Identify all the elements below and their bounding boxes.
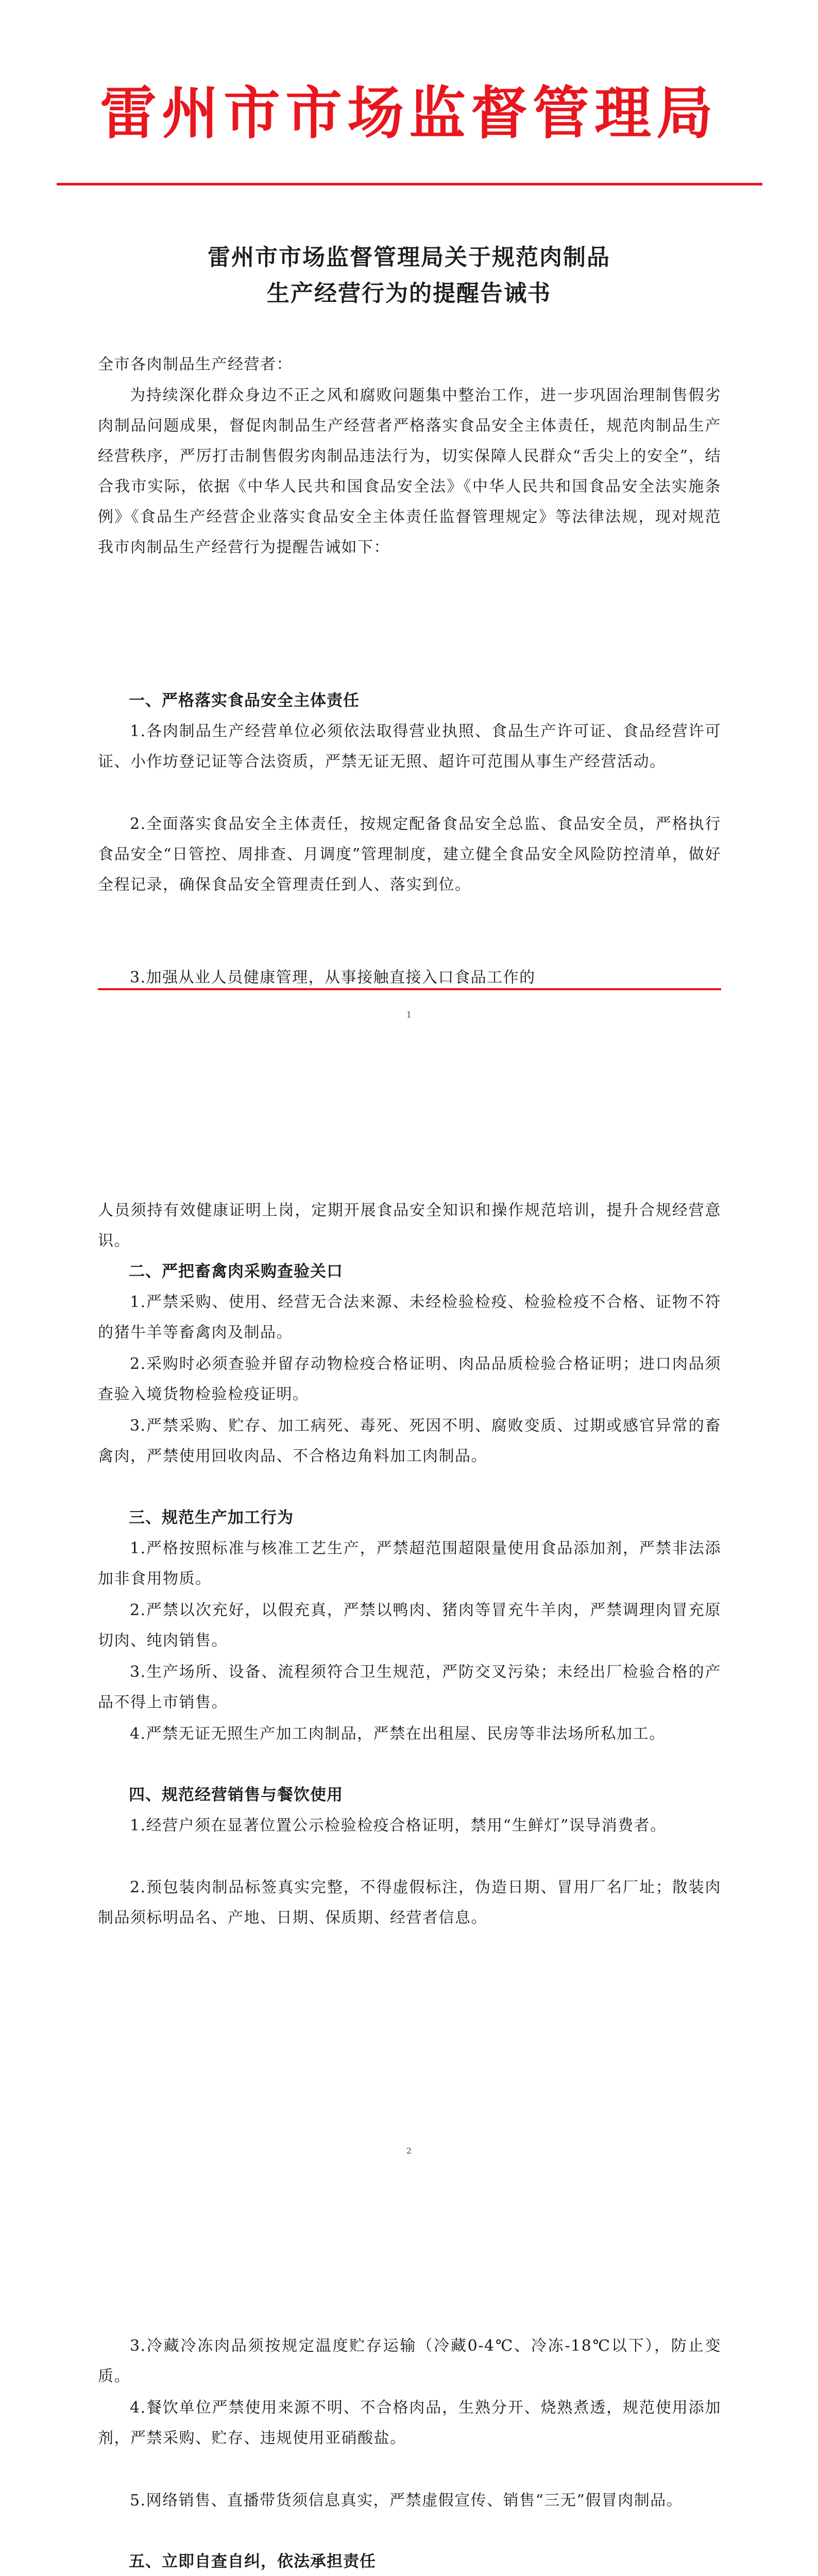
section-3-heading: 三、规范生产加工行为 [129, 1509, 294, 1527]
section-4-item-4: 4.餐饮单位严禁使用来源不明、不合格肉品，生熟分开、烧熟煮透，规范使用添加剂，严禁采购、贮存、违规使用亚硝酸盐。 [98, 2399, 721, 2447]
section-1-item-3-part-1: 3.加强从业人员健康管理，从事接触直接入口食品工作的 [130, 969, 536, 987]
section-4-item-5: 5.网络销售、直播带货须信息真实，严禁虚假宣传、销售“三无”假冒肉制品。 [130, 2492, 683, 2510]
section-1-heading: 一、严格落实食品安全主体责任 [129, 691, 360, 710]
section-2-item-2: 2.采购时必须查验并留存动物检疫合格证明、肉品品质检验合格证明；进口肉品须查验入境货物检验检疫证明。 [98, 1355, 721, 1403]
page-number-1: 1 [406, 1010, 412, 1020]
section-4-heading: 四、规范经营销售与餐饮使用 [129, 1786, 343, 1804]
section-3-item-3: 3.生产场所、设备、流程须符合卫生规范，严防交叉污染；未经出厂检验合格的产品不得上市销售。 [98, 1663, 721, 1711]
section-3-item-4: 4.严禁无证无照生产加工肉制品，严禁在出租屋、民房等非法场所私加工。 [130, 1725, 666, 1743]
document-title-line-1: 雷州市市场监督管理局关于规范肉制品 [208, 244, 610, 270]
section-5-heading: 五、立即自查自纠，依法承担责任 [129, 2552, 376, 2571]
intro-paragraph: 为持续深化群众身边不正之风和腐败问题集中整治工作，进一步巩固治理制售假劣肉制品问题成果，督促肉制品生产经营者严格落实食品安全主体责任，规范肉制品生产经营秩序，严厉打击制售假劣肉制品违法行为，切实保障人民群众“舌尖上的安全”，结合我市实际，依据《中华人民共和国食品安全法》《中华人民共和国食品安全法实施条例》《食品生产经营企业落实食品安全主体责任监督管理规定》等法律法规，现对规范我市肉制品生产经营行为提醒告诫如下： [98, 386, 721, 556]
section-3-item-1: 1.严格按照标准与核准工艺生产，严禁超范围超限量使用食品添加剂，严禁非法添加非食用物质。 [98, 1539, 721, 1588]
section-2-item-1: 1.严禁采购、使用、经营无合法来源、未经检验检疫、检验检疫不合格、证物不符的猪牛羊等畜禽肉及制品。 [98, 1293, 721, 1342]
section-2-item-3: 3.严禁采购、贮存、加工病死、毒死、死因不明、腐败变质、过期或感官异常的畜禽肉，严禁使用回收肉品、不合格边角料加工肉制品。 [98, 1417, 721, 1465]
salutation: 全市各肉制品生产经营者： [98, 355, 293, 374]
header-red-divider [57, 183, 762, 185]
section-4-item-1: 1.经营户须在显著位置公示检验检疫合格证明，禁用“生鲜灯”误导消费者。 [130, 1817, 667, 1835]
section-4-item-3: 3.冷藏冷冻肉品须按规定温度贮存运输（冷藏0-4℃、冷冻-18℃以下），防止变质。 [98, 2337, 721, 2385]
highlight-underline [98, 988, 721, 990]
section-1-item-1: 1.各肉制品生产经营单位必须依法取得营业执照、食品生产许可证、食品经营许可证、小作坊登记证等合法资质，严禁无证无照、超许可范围从事生产经营活动。 [98, 722, 721, 771]
page-number-2: 2 [406, 2146, 412, 2156]
section-2-heading: 二、严把畜禽肉采购查验关口 [129, 1262, 343, 1281]
section-3-item-2: 2.严禁以次充好，以假充真，严禁以鸭肉、猪肉等冒充牛羊肉，严禁调理肉冒充原切肉、纯肉销售。 [98, 1601, 721, 1650]
section-4-item-2: 2.预包装肉制品标签真实完整，不得虚假标注，伪造日期、冒用厂名厂址；散装肉制品须标明品名、产地、日期、保质期、经营者信息。 [98, 1878, 721, 1927]
document-title-line-2: 生产经营行为的提醒告诫书 [267, 280, 551, 307]
section-1-item-3-part-2: 人员须持有效健康证明上岗，定期开展食品安全知识和操作规范培训，提升合规经营意识。 [98, 1201, 721, 1250]
org-header-title: 雷州市市场监督管理局 [100, 80, 718, 146]
section-1-item-2: 2.全面落实食品安全主体责任，按规定配备食品安全总监、食品安全员，严格执行食品安全“日管控、周排查、月调度”管理制度，建立健全食品安全风险防控清单，做好全程记录，确保食品安全管理责任到人、落实到位。 [98, 815, 721, 894]
